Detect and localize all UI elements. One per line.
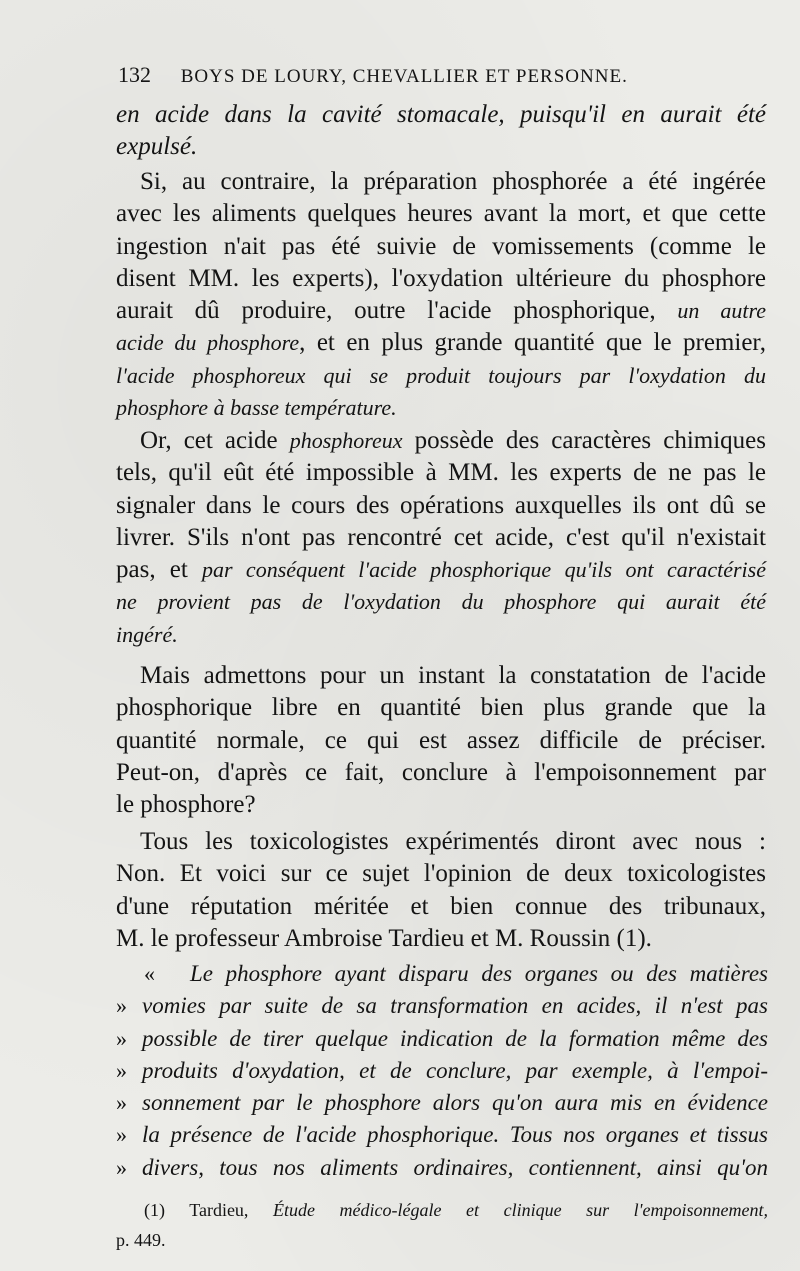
text-span: phosphoreux <box>289 428 403 453</box>
running-title: BOYS DE LOURY, CHEVALLIER ET PERSONNE. <box>180 66 628 87</box>
text-line <box>116 425 766 457</box>
text-line: livrer. S'ils n'ont pas rencontré cet acide, c'est qu'il n'existait <box>116 523 766 551</box>
text-line: phosphorique libre en quantité bien plus grande que la <box>116 694 766 722</box>
quote-mark: « <box>144 961 155 986</box>
text-span: Étude médico-légale et clinique sur l'empoisonnement, <box>272 1200 768 1220</box>
text-span: aurait dû produire, outre l'acide phosphorique, <box>116 297 678 325</box>
text-line: en acide dans la cavité stomacale, puisqu'il en aurait été <box>116 101 766 128</box>
text-line: ne provient pas de l'oxydation du phosphore qui aurait été <box>116 589 766 615</box>
quote-text: sonnement par le phosphore alors qu'on aura mis en évidence <box>142 1090 768 1116</box>
quote-text: vomies par suite de sa transformation en acides, il n'est pas <box>142 993 768 1019</box>
paragraph-1 <box>116 166 766 424</box>
quote-mark: » <box>116 1090 127 1116</box>
quote-mark: » <box>116 1057 127 1083</box>
text-span: acide du phosphore <box>116 330 300 356</box>
text-span: possède des caractères chimiques <box>402 427 766 454</box>
text-line: ingestion n'ait pas été suivie de vomissements (comme le <box>116 232 766 260</box>
quote-text: la présence de l'acide phosphorique. Tous nos organes et tissus <box>142 1122 768 1148</box>
footnote-line: p. 449. <box>116 1230 166 1250</box>
text-span: un autre <box>677 298 766 324</box>
text-line: Tous les toxicologistes expérimentés diront avec nous : <box>140 828 766 855</box>
block-quote <box>116 958 768 1184</box>
text-line: l'acide phosphoreux qui se produit toujours par l'oxydation du <box>116 362 766 388</box>
text-line: signaler dans le cours des opérations auxquelles ils ont dû se <box>116 491 766 519</box>
quote-line <box>116 1087 768 1119</box>
text-line: Non. Et voici sur ce sujet l'opinion de deux toxicologistes <box>116 860 766 888</box>
paragraph-2 <box>116 425 766 651</box>
paragraph-4 <box>116 826 766 955</box>
quote-line <box>116 958 768 990</box>
text-span: pas, et <box>116 556 202 584</box>
text-line: avec les aliments quelques heures avant la mort, et que cette <box>116 200 766 228</box>
text-span: , et en plus grande quantité que le premier, <box>299 329 766 357</box>
text-line <box>116 554 766 586</box>
quote-line <box>116 1023 768 1055</box>
quote-text: divers, tous nos aliments ordinaires, contiennent, ainsi qu'on <box>142 1154 768 1180</box>
quote-text: possible de tirer quelque indication de la formation même des <box>142 1025 768 1051</box>
quote-mark: » <box>116 1154 127 1180</box>
footnote-line <box>116 1195 768 1225</box>
text-span: Or, cet acide <box>140 427 290 454</box>
quote-line <box>116 1055 768 1087</box>
quote-text: produits d'oxydation, et de conclure, par exemple, à l'empoi- <box>142 1057 768 1083</box>
quote-line <box>116 990 768 1022</box>
text-line: ingéré. <box>116 621 178 647</box>
text-line: le phosphore? <box>116 791 256 819</box>
paragraph-continuation <box>116 99 766 164</box>
quote-line <box>116 1152 768 1184</box>
paragraph-3 <box>116 660 766 821</box>
text-line <box>116 327 766 359</box>
text-span: (1) Tardieu, <box>144 1200 273 1220</box>
quote-line <box>116 1119 768 1151</box>
text-line: tels, qu'il eût été impossible à MM. les experts de ne pas le <box>116 459 766 487</box>
footnote <box>116 1195 768 1255</box>
text-line <box>116 295 766 327</box>
quote-text: Le phosphore ayant disparu des organes ou des matières <box>190 961 768 986</box>
text-span: par conséquent l'acide phosphorique qu'ils ont caractérisé <box>201 557 766 583</box>
page-number: 132 <box>118 62 151 87</box>
text-line: Mais admettons pour un instant la constatation de l'acide <box>140 662 766 689</box>
text-line: Si, au contraire, la préparation phosphorée a été ingérée <box>140 168 766 195</box>
running-header <box>118 62 768 88</box>
quote-mark: » <box>116 1025 127 1051</box>
quote-mark: » <box>116 1122 127 1148</box>
text-line: disent MM. les experts), l'oxydation ultérieure du phosphore <box>116 264 766 292</box>
text-line: expulsé. <box>116 133 198 161</box>
text-line: phosphore à basse température. <box>116 395 397 421</box>
quote-mark: » <box>116 993 127 1019</box>
text-line: Peut-on, d'après ce fait, conclure à l'empoisonnement par <box>116 758 766 786</box>
text-line: quantité normale, ce qui est assez difficile de préciser. <box>116 726 766 754</box>
text-line: M. le professeur Ambroise Tardieu et M. Roussin (1). <box>116 924 652 952</box>
text-line: d'une réputation méritée et bien connue des tribunaux, <box>116 892 766 920</box>
